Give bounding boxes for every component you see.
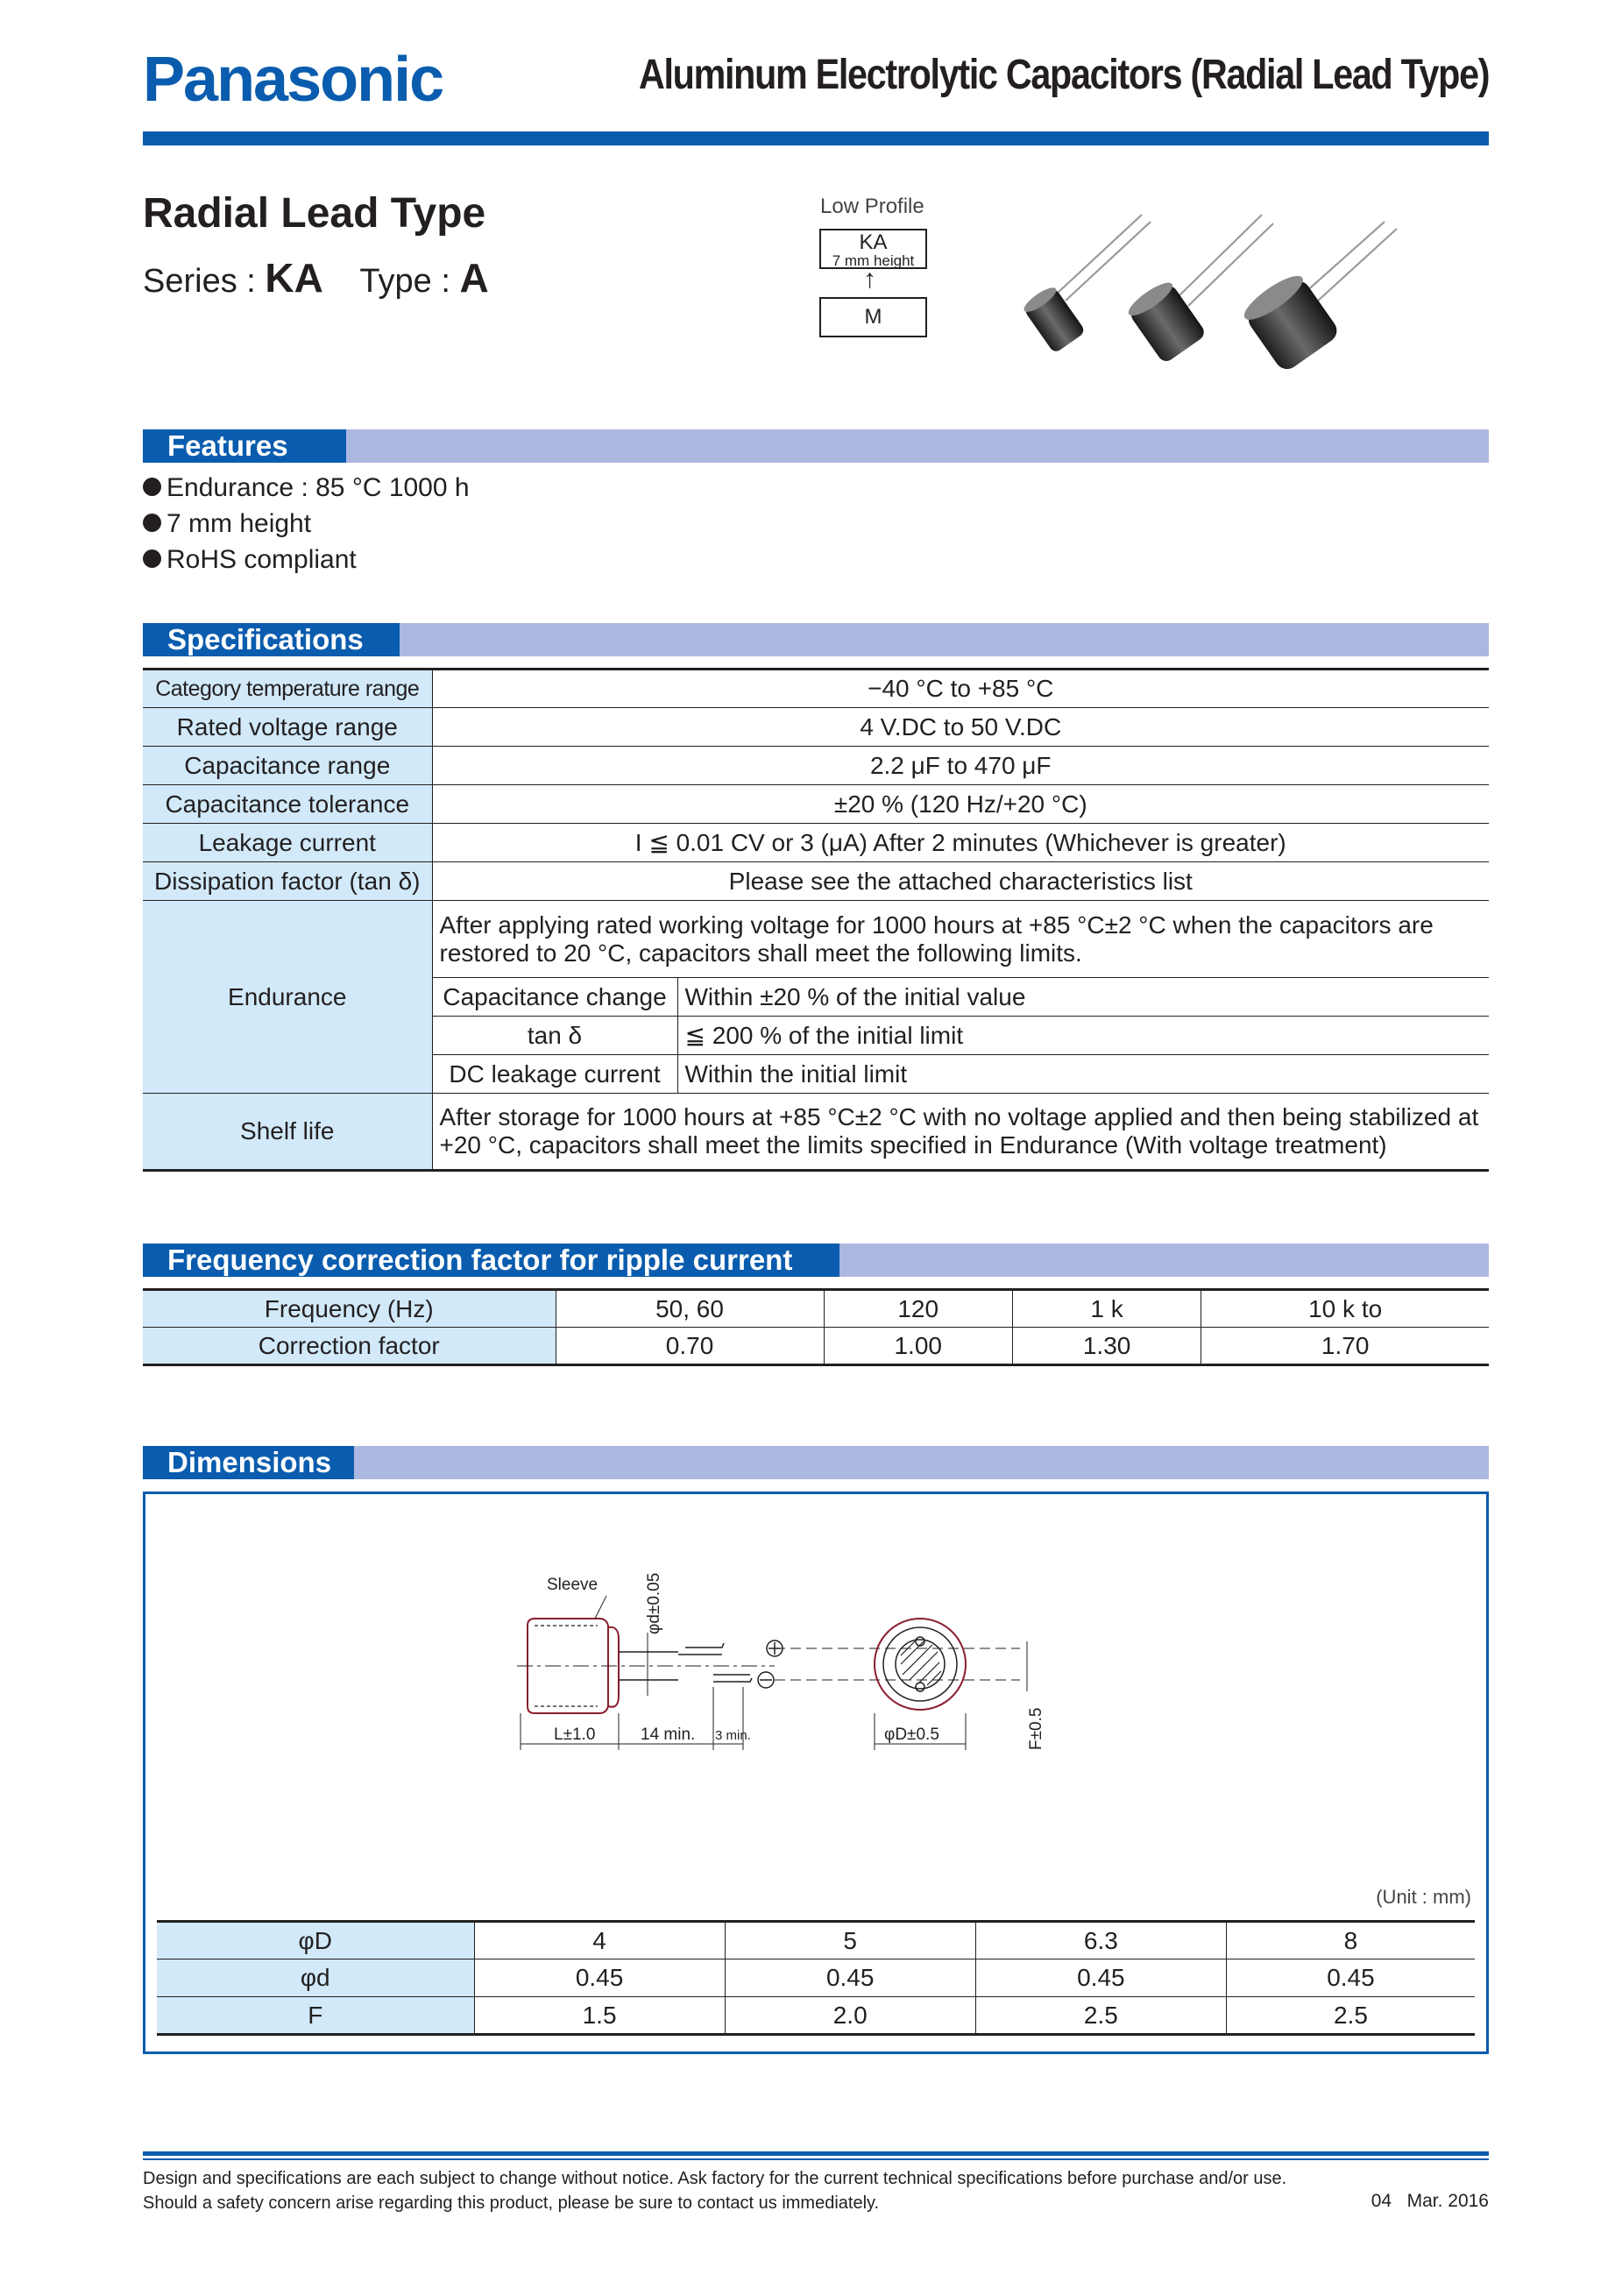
table-row	[143, 708, 1489, 747]
dimensions-table	[157, 1920, 1475, 2036]
brand-logo: Panasonic	[143, 45, 443, 115]
bullet-icon	[143, 549, 161, 568]
footer-note	[143, 2166, 1286, 2215]
dim-cell: 6.3	[975, 1922, 1226, 1959]
frequency-cell: 10 k to	[1201, 1290, 1489, 1328]
specifications-section-bar	[143, 623, 1489, 656]
sleeve-label: Sleeve	[547, 1576, 599, 1594]
low-profile-label: Low Profile	[820, 195, 924, 218]
table-row	[157, 1959, 1475, 1997]
length-label: L±1.0	[554, 1726, 596, 1744]
frequency-cell: 1 k	[1012, 1290, 1201, 1328]
factor-cell: 1.70	[1321, 1331, 1370, 1359]
document-title: Aluminum Electrolytic Capacitors (Radial Lead Type)	[638, 52, 1489, 98]
dimension-drawing	[503, 1555, 1116, 1775]
shelf-life-label: Shelf life	[143, 1094, 432, 1171]
frequency-cell: 50, 60	[556, 1290, 824, 1328]
specifications-table	[143, 668, 1489, 1172]
dimensions-section-bar	[143, 1446, 1489, 1479]
low-profile-m-box: M	[819, 297, 927, 337]
dim-cell: 8	[1226, 1922, 1475, 1959]
type-label: Type :	[359, 263, 450, 300]
table-row	[143, 862, 1489, 901]
lead-length-label: 14 min.	[641, 1726, 696, 1744]
capacitor-medium	[1124, 278, 1207, 365]
dim-cell: 4	[474, 1922, 725, 1959]
spec-value: 2.2 μF to 470 μF	[432, 747, 1489, 785]
stub-label: 3 min.	[715, 1728, 751, 1743]
endurance-limit-value: Within ±20 % of the initial value	[677, 978, 1489, 1017]
pitch-label: F±0.5	[1027, 1707, 1045, 1750]
spec-value: −40 °C to +85 °C	[432, 670, 1489, 708]
spec-value: I ≦ 0.01 CV or 3 (μA) After 2 minutes (Whichever is greater)	[432, 824, 1489, 862]
frequency-section-bar	[143, 1244, 1489, 1277]
dim-cell: 0.45	[725, 1959, 975, 1997]
feature-item: Endurance : 85 °C 1000 h	[143, 473, 470, 503]
spec-label: Dissipation factor (tan δ)	[143, 862, 432, 901]
endurance-label: Endurance	[143, 901, 432, 1094]
up-arrow-icon: ↑	[863, 265, 876, 294]
table-row	[143, 1328, 1489, 1365]
footer-page-date	[1371, 2191, 1489, 2212]
dim-cell: 1.5	[474, 1997, 725, 2035]
endurance-limit-item: tan δ	[432, 1017, 677, 1055]
spec-value: 4 V.DC to 50 V.DC	[432, 708, 1489, 747]
capacitor-small	[1021, 284, 1086, 354]
table-row	[143, 824, 1489, 862]
type-value: A	[459, 255, 489, 301]
frequency-cell: 120	[824, 1290, 1012, 1328]
table-row	[143, 785, 1489, 824]
dim-cell: 0.45	[1226, 1959, 1475, 1997]
low-profile-ka-height: 7 mm height	[832, 252, 915, 269]
spec-value: Please see the attached characteristics list	[432, 862, 1489, 901]
dim-cell: 0.45	[474, 1959, 725, 1997]
bullet-icon	[143, 478, 161, 496]
unit-label: (Unit : mm)	[1376, 1886, 1471, 1908]
lead-diameter-label: φd±0.05	[645, 1572, 663, 1634]
dim-cell: 2.0	[725, 1997, 975, 2035]
bullet-icon	[143, 514, 161, 532]
table-row	[143, 901, 1489, 978]
specifications-title: Specifications	[143, 623, 400, 656]
table-row	[157, 1997, 1475, 2035]
footer-rule-thin	[143, 2158, 1489, 2160]
dim-cell: 0.45	[975, 1959, 1226, 1997]
spec-value: ±20 % (120 Hz/+20 °C)	[432, 785, 1489, 824]
body-diameter-label: φD±0.5	[884, 1726, 939, 1744]
correction-factor-label: Correction factor	[143, 1328, 556, 1365]
footer-line-2: Should a safety concern arise regarding this product, please be sure to contact us immediately.	[143, 2193, 880, 2213]
features-section-bar	[143, 429, 1489, 463]
dim-cell: 2.5	[975, 1997, 1226, 2035]
factor-cell: 1.00	[824, 1328, 1012, 1365]
table-row	[143, 1290, 1489, 1328]
dim-cell: 2.5	[1333, 2001, 1368, 2029]
footer-rule	[143, 2151, 1489, 2156]
endurance-limit-value: ≦ 200 % of the initial limit	[677, 1017, 1489, 1055]
dimensions-title: Dimensions	[143, 1446, 354, 1479]
table-row	[143, 670, 1489, 708]
spec-label: Rated voltage range	[143, 708, 432, 747]
footer-line-1: Design and specifications are each subject to change without notice. Ask factory for the current technical specifications before purchase and/or use.	[143, 2169, 1287, 2188]
feature-item: RoHS compliant	[143, 545, 357, 575]
shelf-life-text: After storage for 1000 hours at +85 °C±2 °C with no voltage applied and then being stabilized at +20 °C, capacitors shall meet the limits specified in Endurance (With voltage treatment)	[432, 1094, 1489, 1171]
frequency-header-label: Frequency (Hz)	[143, 1290, 556, 1328]
table-row	[157, 1922, 1475, 1959]
frequency-table	[143, 1288, 1489, 1366]
capacitor-large	[1239, 269, 1342, 374]
endurance-limit-item: Capacitance change	[432, 978, 677, 1017]
endurance-text: After applying rated working voltage for 1000 hours at +85 °C±2 °C when the capacitors are restored to 20 °C, capacitors shall meet the following limits.	[432, 901, 1489, 978]
spec-label: Capacitance range	[143, 747, 432, 785]
spec-label: Leakage current	[143, 824, 432, 862]
page-number: 04	[1371, 2191, 1392, 2211]
factor-cell: 1.30	[1012, 1328, 1201, 1365]
table-row	[143, 1094, 1489, 1171]
capacitor-photo	[1006, 197, 1400, 386]
factor-cell: 0.70	[556, 1328, 824, 1365]
header-rule	[143, 131, 1489, 145]
dim-cell: 5	[725, 1922, 975, 1959]
dim-label: F	[157, 1997, 474, 2035]
features-title: Features	[143, 429, 346, 463]
endurance-limit-value: Within the initial limit	[677, 1055, 1489, 1094]
endurance-limit-item: DC leakage current	[432, 1055, 677, 1094]
issue-date: Mar. 2016	[1406, 2191, 1489, 2211]
dim-label: φD	[157, 1922, 474, 1959]
feature-item: 7 mm height	[143, 509, 311, 539]
spec-label: Capacitance tolerance	[143, 785, 432, 824]
low-profile-ka-box	[819, 229, 927, 269]
table-row	[143, 747, 1489, 785]
frequency-title: Frequency correction factor for ripple current	[143, 1244, 839, 1277]
series-label: Series :	[143, 263, 256, 300]
type-heading: Radial Lead Type	[143, 190, 486, 237]
series-line	[143, 254, 489, 301]
dim-label: φd	[157, 1959, 474, 1997]
spec-label: Category temperature range	[143, 670, 432, 708]
low-profile-ka: KA	[859, 230, 888, 254]
series-value: KA	[265, 255, 323, 301]
